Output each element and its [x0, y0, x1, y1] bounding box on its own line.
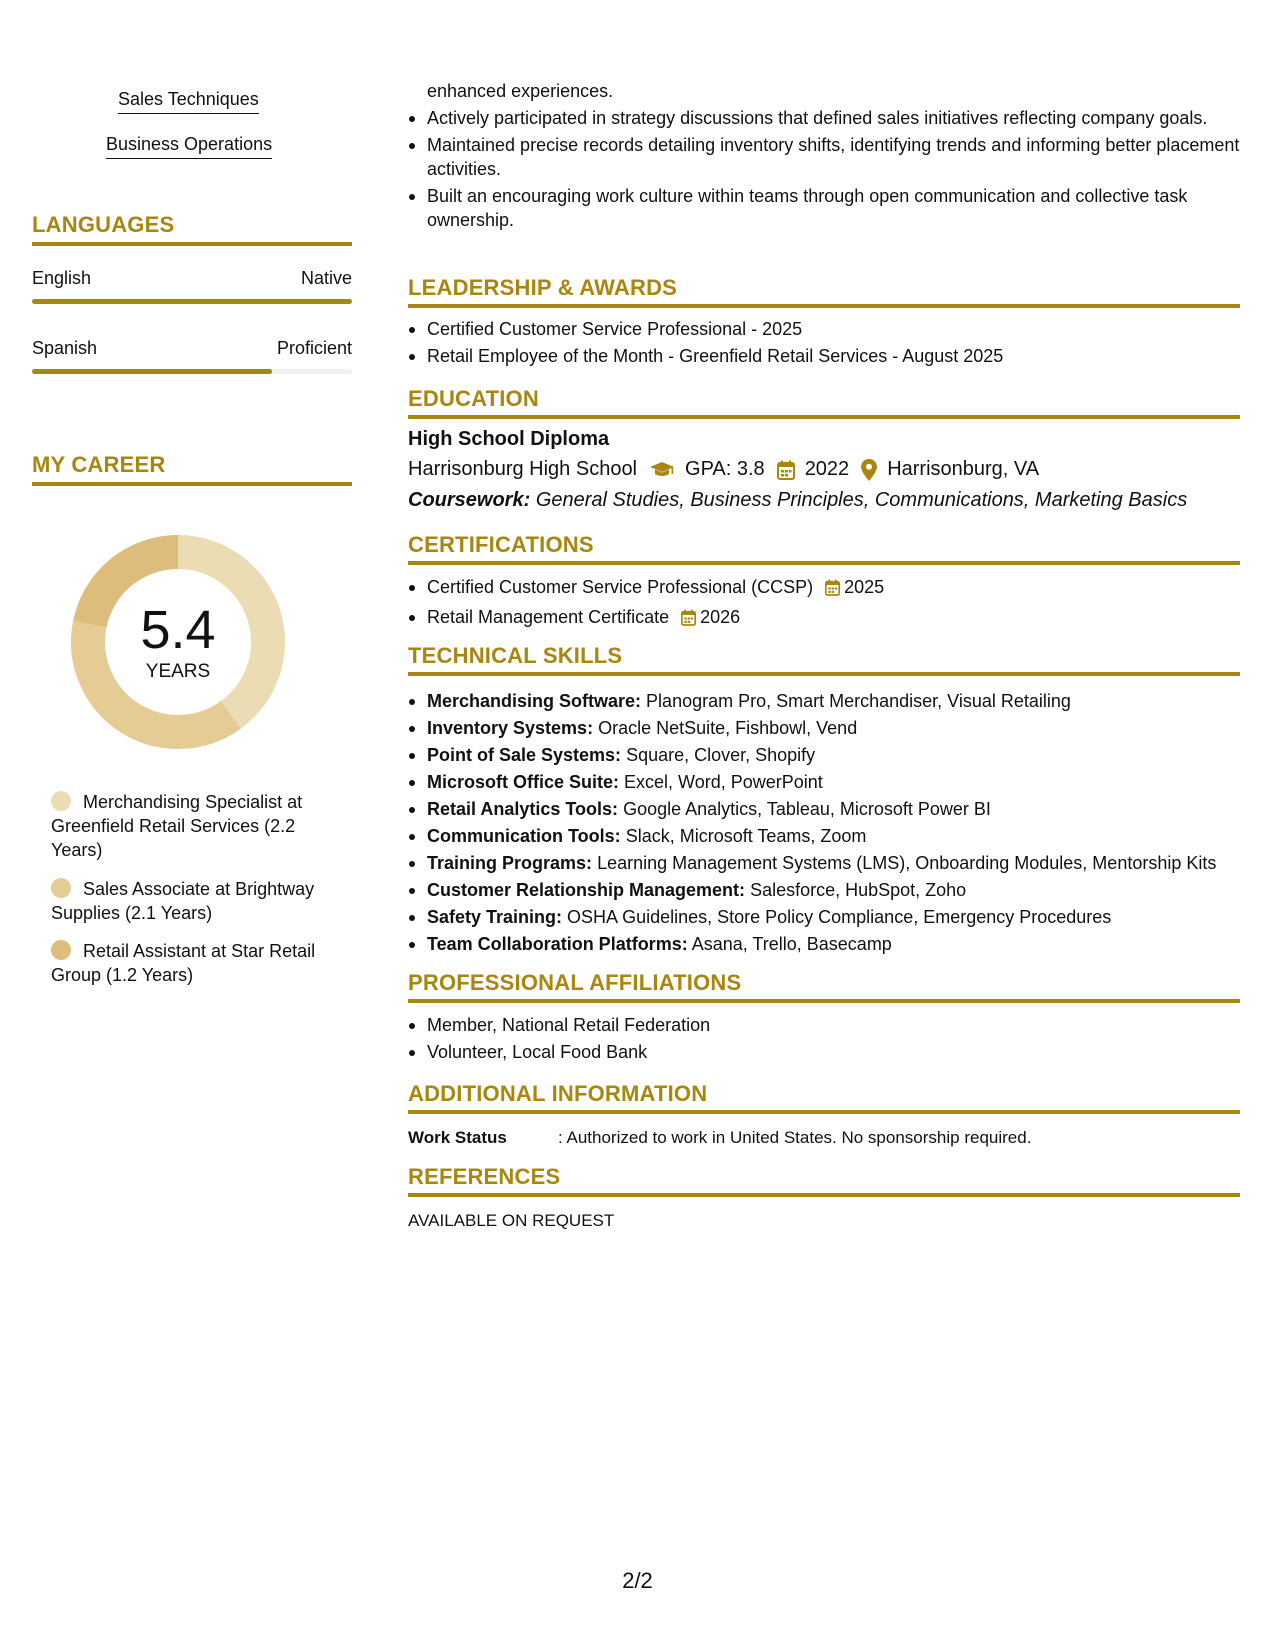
skill-label: Safety Training:: [427, 907, 563, 927]
certifications-list: [408, 575, 1240, 635]
skill-value: OSHA Guidelines, Store Policy Compliance, Emergency Procedures: [567, 907, 1112, 927]
language-name: Spanish: [32, 338, 98, 358]
calendar-icon: [681, 608, 696, 632]
language-bar: [32, 369, 352, 374]
skill-item: [408, 797, 1240, 821]
language-row: [32, 338, 352, 359]
skill-label: Point of Sale Systems:: [427, 745, 622, 765]
bullet-item: Built an encouraging work culture within teams through open communication and collective task ownership.: [408, 184, 1240, 232]
skill-label: Retail Analytics Tools:: [427, 799, 619, 819]
career-item: [51, 939, 341, 987]
certifications-heading: CERTIFICATIONS: [408, 532, 1240, 565]
language-bar-fill: [32, 299, 352, 304]
language-name: English: [32, 268, 92, 288]
career-item-text: Retail Assistant at Star Retail Group (1.2 Years): [51, 941, 316, 985]
education-degree: High School Diploma: [408, 428, 610, 450]
education-year: 2022: [804, 458, 850, 480]
skill-item: [408, 905, 1240, 929]
skill-item: [408, 716, 1240, 740]
work-status-label: Work Status: [408, 1128, 507, 1147]
legend-dot: [51, 878, 71, 898]
legend-dot: [51, 791, 71, 811]
skill-item: [408, 824, 1240, 848]
language-bar: [32, 299, 352, 304]
skill-label: Inventory Systems:: [427, 718, 594, 738]
skill-value: Salesforce, HubSpot, Zoho: [750, 880, 967, 900]
skill-label: Customer Relationship Management:: [427, 880, 746, 900]
skill-item: [408, 878, 1240, 902]
additional-info-heading: ADDITIONAL INFORMATION: [408, 1081, 1240, 1114]
language-level: Proficient: [276, 338, 352, 358]
technical-skills-list: [408, 689, 1240, 959]
certification-year: 2025: [844, 577, 885, 597]
certification-name: Certified Customer Service Professional (CCSP): [427, 577, 814, 597]
experience-bullets: [408, 79, 1240, 235]
skill-value: Slack, Microsoft Teams, Zoom: [625, 826, 867, 846]
skill-label: Merchandising Software:: [427, 691, 642, 711]
career-total-unit: YEARS: [145, 661, 211, 682]
education-coursework: [408, 489, 1187, 512]
skill-label: Communication Tools:: [427, 826, 621, 846]
calendar-icon: [825, 578, 840, 602]
skill-item: [408, 689, 1240, 713]
bullet-item: Retail Employee of the Month - Greenfield Retail Services - August 2025: [408, 344, 1240, 368]
donut-center: [66, 530, 290, 754]
skill-value: Excel, Word, PowerPoint: [624, 772, 823, 792]
coursework-value: General Studies, Business Principles, Communications, Marketing Basics: [535, 489, 1188, 511]
bullet-item: Certified Customer Service Professional - 2025: [408, 317, 1240, 341]
skill-label: Microsoft Office Suite:: [427, 772, 620, 792]
education-details: [408, 458, 1039, 481]
bullet-item: Maintained precise records detailing inventory shifts, identifying trends and informing better placement activities.: [408, 133, 1240, 181]
legend-dot: [51, 940, 71, 960]
career-heading: MY CAREER: [32, 452, 352, 486]
page-number: 2/2: [622, 1568, 653, 1593]
certification-year: 2026: [700, 607, 741, 627]
career-item-text: Sales Associate at Brightway Supplies (2.1 Years): [51, 879, 315, 923]
skill-item: [408, 932, 1240, 956]
references-text: AVAILABLE ON REQUEST: [408, 1211, 615, 1230]
skill-label: Team Collaboration Platforms:: [427, 934, 688, 954]
certification-name: Retail Management Certificate: [427, 607, 670, 627]
skill-label: Training Programs:: [427, 853, 593, 873]
language-row: [32, 268, 352, 289]
skill-tag: Business Operations: [106, 133, 272, 159]
bullet-item: enhanced experiences.: [427, 81, 614, 101]
references-heading: REFERENCES: [408, 1164, 1240, 1197]
skill-value: Asana, Trello, Basecamp: [691, 934, 892, 954]
work-status-value: : Authorized to work in United States. No sponsorship required.: [558, 1128, 1032, 1147]
education-school: Harrisonburg High School: [408, 458, 638, 480]
certification-item: [408, 605, 1240, 632]
education-heading: EDUCATION: [408, 386, 1240, 419]
skill-value: Google Analytics, Tableau, Microsoft Power BI: [623, 799, 991, 819]
skill-tag: Sales Techniques: [118, 88, 259, 114]
career-item: [51, 877, 341, 925]
technical-skills-heading: TECHNICAL SKILLS: [408, 643, 1240, 676]
calendar-icon: [777, 460, 795, 480]
language-level: Native: [300, 268, 352, 288]
skill-value: Planogram Pro, Smart Merchandiser, Visual Retailing: [646, 691, 1071, 711]
location-pin-icon: [861, 459, 877, 481]
skill-item: [408, 770, 1240, 794]
work-status-row: [408, 1128, 1031, 1148]
career-donut-chart: [66, 530, 290, 754]
affiliations-list: [408, 1013, 1240, 1067]
career-item-text: Merchandising Specialist at Greenfield Retail Services (2.2 Years): [51, 792, 303, 860]
skill-value: Learning Management Systems (LMS), Onboarding Modules, Mentorship Kits: [597, 853, 1217, 873]
languages-heading: LANGUAGES: [32, 212, 352, 246]
coursework-label: Coursework:: [408, 489, 531, 511]
skill-item: [408, 743, 1240, 767]
education-location: Harrisonburg, VA: [887, 458, 1040, 480]
skill-item: [408, 851, 1240, 875]
leadership-heading: LEADERSHIP & AWARDS: [408, 275, 1240, 308]
career-total-value: 5.4: [140, 600, 216, 660]
career-item: [51, 790, 341, 862]
bullet-item: Member, National Retail Federation: [408, 1013, 1240, 1037]
bullet-item: Volunteer, Local Food Bank: [408, 1040, 1240, 1064]
skill-value: Oracle NetSuite, Fishbowl, Vend: [598, 718, 858, 738]
affiliations-heading: PROFESSIONAL AFFILIATIONS: [408, 970, 1240, 1003]
education-gpa: GPA: 3.8: [685, 458, 765, 480]
language-bar-fill: [32, 369, 272, 374]
leadership-list: [408, 317, 1240, 371]
certification-item: [408, 575, 1240, 602]
bullet-item: Actively participated in strategy discussions that defined sales initiatives reflecting company goals.: [408, 106, 1240, 130]
skill-value: Square, Clover, Shopify: [626, 745, 816, 765]
graduation-cap-icon: [649, 461, 675, 479]
